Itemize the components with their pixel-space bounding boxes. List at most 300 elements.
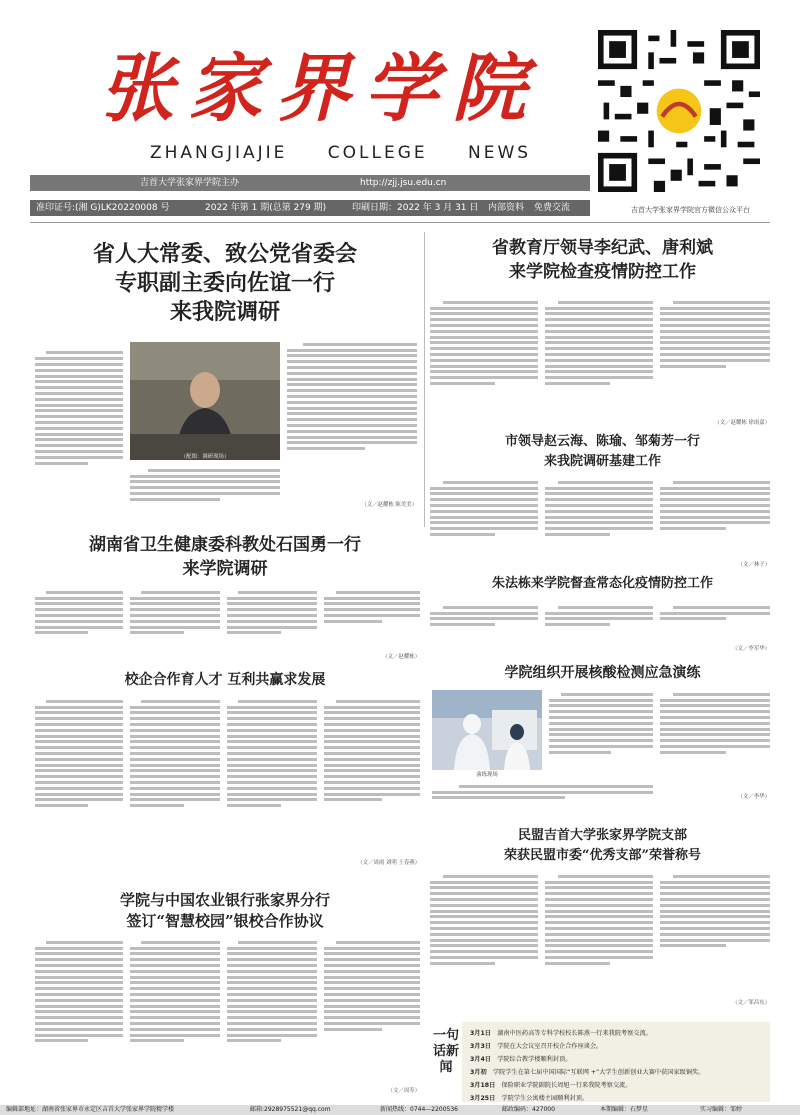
text-line [35, 723, 123, 726]
text-line [35, 706, 123, 709]
text-line [227, 608, 317, 611]
article-5-body-col1 [430, 603, 538, 645]
text-line [35, 392, 123, 395]
text-line [545, 359, 653, 362]
text-line [549, 722, 653, 725]
text-line [430, 382, 495, 385]
text-line [673, 301, 770, 304]
text-line [287, 418, 417, 421]
text-line [545, 382, 610, 385]
text-line [324, 620, 382, 623]
text-line [324, 769, 420, 772]
text-line [35, 427, 123, 430]
text-line [35, 793, 123, 796]
text-line [227, 717, 317, 720]
text-line [227, 752, 317, 755]
text-line [130, 597, 220, 600]
text-line [660, 504, 770, 507]
text-line [35, 958, 123, 961]
text-line [432, 791, 653, 794]
text-line [545, 533, 610, 536]
text-line [545, 504, 653, 507]
text-line [430, 498, 538, 501]
text-line [35, 1005, 123, 1008]
text-line [660, 921, 770, 924]
text-line [227, 793, 317, 796]
text-line [324, 608, 420, 611]
text-line [287, 424, 417, 427]
article-9-headline-line2: 荣获民盟市委“优秀支部”荣誉称号 [504, 848, 701, 863]
article-9-body-col1 [430, 872, 538, 1012]
text-line [324, 793, 420, 796]
text-line [130, 999, 220, 1002]
text-line [660, 898, 770, 901]
footer-email: 邮箱:2928975521@qq.com [250, 1106, 331, 1113]
text-line [660, 716, 770, 719]
article-5-body-col2 [545, 603, 653, 645]
text-line [227, 775, 317, 778]
text-line [545, 904, 653, 907]
article-7-byline: （文／李华） [737, 794, 770, 800]
text-line [35, 620, 123, 623]
text-line [227, 620, 317, 623]
text-line [35, 964, 123, 967]
text-line [287, 383, 417, 386]
text-line [430, 617, 538, 620]
text-line [660, 944, 726, 947]
text-line [130, 626, 220, 629]
news-item-date: 3月18日 [470, 1082, 496, 1089]
text-line [227, 798, 317, 801]
text-line [430, 927, 538, 930]
text-line [130, 620, 220, 623]
text-line [324, 1005, 420, 1008]
text-line [660, 365, 726, 368]
text-line [660, 318, 770, 321]
text-line [35, 614, 123, 617]
text-line [545, 521, 653, 524]
article-5-headline: 朱法栋来学院督查常态化疫情防控工作 [491, 576, 713, 591]
footer-phone: 新闻热线：0744—2200536 [380, 1106, 458, 1113]
text-line [324, 952, 420, 955]
text-line [141, 941, 220, 944]
text-line [148, 469, 280, 472]
text-line [673, 606, 770, 609]
text-line [549, 745, 653, 748]
article-3-headline [430, 432, 775, 472]
article-8-headline [30, 890, 420, 932]
internal-label: 内部资料 [488, 203, 525, 213]
text-line [130, 981, 220, 984]
text-line [549, 751, 611, 754]
text-line [660, 933, 770, 936]
text-line [35, 357, 123, 360]
text-line [227, 614, 317, 617]
text-line [130, 480, 280, 483]
text-line [324, 614, 420, 617]
text-line [130, 1016, 220, 1019]
text-line [545, 962, 610, 965]
text-line [35, 438, 123, 441]
text-line [545, 892, 653, 895]
text-line [545, 886, 653, 889]
text-line [287, 395, 417, 398]
text-line [35, 626, 123, 629]
text-line [130, 608, 220, 611]
text-line [660, 612, 770, 615]
news-item-date: 3月初 [470, 1069, 487, 1076]
text-line [545, 612, 653, 615]
article-1-photo-caption: （配图：调研现场） [180, 454, 230, 460]
text-line [660, 516, 770, 519]
text-line [324, 758, 420, 761]
article-6-byline: （文／周雨 刘明 王春燕） [357, 860, 420, 866]
text-line [35, 1028, 123, 1031]
text-line [324, 729, 420, 732]
text-line [660, 739, 770, 742]
text-line [430, 956, 538, 959]
text-line [324, 798, 382, 801]
text-line [227, 711, 317, 714]
text-line [430, 347, 538, 350]
article-2-body-col3 [660, 298, 770, 408]
article-2-headline-line2: 来学院检查疫情防控工作 [509, 262, 696, 282]
text-line [545, 921, 653, 924]
text-line [35, 970, 123, 973]
news-item [470, 1041, 602, 1050]
text-line [430, 504, 538, 507]
text-line [430, 933, 538, 936]
text-line [227, 723, 317, 726]
article-3-byline: （文／林子） [737, 562, 770, 568]
text-line [227, 740, 317, 743]
text-line [545, 341, 653, 344]
column-divider [424, 232, 425, 527]
text-line [227, 987, 317, 990]
text-line [430, 359, 538, 362]
text-line [35, 981, 123, 984]
article-4-body-col3 [227, 588, 317, 663]
article-8-byline: （文／周寿） [387, 1088, 420, 1094]
text-line [660, 487, 770, 490]
text-line [227, 1005, 317, 1008]
news-item [470, 1067, 704, 1076]
text-line [35, 597, 123, 600]
text-line [35, 752, 123, 755]
text-line [227, 729, 317, 732]
text-line [443, 481, 538, 484]
article-6-headline: 校企合作育人才 互利共赢求发展 [124, 672, 326, 688]
text-line [227, 631, 281, 634]
text-line [35, 1016, 123, 1019]
text-line [130, 723, 220, 726]
text-line [130, 781, 220, 784]
text-line [336, 591, 420, 594]
text-line [35, 386, 123, 389]
text-line [545, 927, 653, 930]
text-line [130, 758, 220, 761]
text-line [549, 739, 653, 742]
article-7-photo [432, 690, 542, 770]
article-5-body-col3 [660, 603, 770, 637]
news-item [470, 1054, 571, 1063]
footer-editor: 本期编辑：石梦星 [600, 1106, 649, 1113]
text-line [35, 740, 123, 743]
text-line [35, 450, 123, 453]
text-line [130, 769, 220, 772]
text-line [558, 481, 653, 484]
text-line [324, 717, 420, 720]
text-line [430, 533, 495, 536]
article-4-byline: （文／赵耀栋） [382, 654, 420, 660]
text-line [549, 716, 653, 719]
news-item [470, 1080, 631, 1089]
text-line [558, 606, 653, 609]
article-1-headline [30, 240, 420, 327]
text-line [303, 343, 417, 346]
free-label: 免费交流 [534, 203, 571, 213]
text-line [130, 947, 220, 950]
text-line [35, 380, 123, 383]
text-line [545, 336, 653, 339]
article-8-body-col4 [324, 938, 420, 1078]
article-1-body-col3 [287, 340, 417, 510]
masthead-title: 张家界学院 [100, 46, 540, 132]
footer-address: 编辑部地址：湖南省张家界市永定区吉首大学张家界学院精学楼 [6, 1106, 175, 1113]
text-line [141, 700, 220, 703]
text-line [660, 492, 770, 495]
text-line [35, 952, 123, 955]
article-3-body-col2 [545, 478, 653, 568]
news-brief-label-text: 一句话新闻 [432, 1028, 459, 1075]
text-line [660, 330, 770, 333]
text-line [545, 944, 653, 947]
text-line [130, 735, 220, 738]
text-line [430, 962, 495, 965]
text-line [660, 521, 770, 524]
article-3-headline-line1: 市领导赵云海、陈瑜、邹菊芳一行 [504, 434, 700, 449]
text-line [545, 324, 653, 327]
text-line [324, 1010, 420, 1013]
text-line [660, 617, 726, 620]
text-line [227, 947, 317, 950]
article-1-body-col2 [130, 466, 280, 518]
text-line [430, 521, 538, 524]
text-line [227, 1022, 317, 1025]
article-2-byline: （文／赵耀栋 徐雨嘉） [714, 420, 770, 426]
text-line [287, 401, 417, 404]
text-line [430, 492, 538, 495]
article-5-byline: （文／李军华） [732, 646, 770, 652]
article-7-photo-caption: 演练现场 [476, 772, 498, 778]
text-line [336, 941, 420, 944]
text-line [35, 717, 123, 720]
text-line [430, 910, 538, 913]
text-line [324, 740, 420, 743]
text-line [141, 591, 220, 594]
text-line [660, 710, 770, 713]
article-8-headline-line1: 学院与中国农业银行张家界分行 [119, 891, 330, 909]
article-8-headline-line2: 签订“智慧校园”银校合作协议 [126, 912, 324, 930]
text-line [660, 910, 770, 913]
text-line [324, 993, 420, 996]
text-line [660, 336, 770, 339]
text-line [660, 341, 770, 344]
sponsor-bar [30, 175, 590, 191]
text-line [287, 447, 365, 450]
article-4-body-col2 [130, 588, 220, 663]
text-line [545, 933, 653, 936]
text-line [227, 1016, 317, 1019]
article-6-body-col4 [324, 697, 420, 852]
text-line [130, 746, 220, 749]
text-line [35, 608, 123, 611]
text-line [35, 735, 123, 738]
text-line [35, 987, 123, 990]
article-4-body-col4 [324, 588, 420, 648]
text-line [660, 353, 770, 356]
text-line [35, 781, 123, 784]
text-line [227, 970, 317, 973]
text-line [660, 904, 770, 907]
text-line [130, 1005, 220, 1008]
text-line [545, 516, 653, 519]
text-line [35, 1034, 123, 1037]
text-line [430, 904, 538, 907]
article-4-headline-line2: 来学院调研 [182, 559, 268, 579]
text-line [35, 602, 123, 605]
text-line [130, 804, 184, 807]
article-4-body-col1 [35, 588, 123, 663]
text-line [35, 764, 123, 767]
text-line [443, 875, 538, 878]
text-line [545, 353, 653, 356]
text-line [545, 347, 653, 350]
text-line [227, 804, 281, 807]
text-line [545, 307, 653, 310]
text-line [35, 631, 88, 634]
text-line [35, 444, 123, 447]
text-line [324, 723, 420, 726]
text-line [227, 781, 317, 784]
article-1-headline-line1: 省人大常委、致公党省委会 [92, 241, 357, 267]
text-line [35, 462, 88, 465]
text-line [130, 498, 220, 501]
text-line [35, 976, 123, 979]
text-line [35, 775, 123, 778]
text-line [430, 307, 538, 310]
text-line [227, 976, 317, 979]
text-line [673, 481, 770, 484]
text-line [430, 365, 538, 368]
text-line [324, 964, 420, 967]
news-item-text: 学院学生公寓楼主园顺利封顶。 [501, 1095, 589, 1102]
text-line [130, 798, 220, 801]
text-line [324, 958, 420, 961]
article-2-headline [430, 236, 775, 284]
article-4-headline-line1: 湖南省卫生健康委科教处石国勇一行 [89, 535, 361, 555]
text-line [130, 970, 220, 973]
text-line [545, 910, 653, 913]
masthead-english-title: ZHANGJIAJIE COLLEGE NEWS [150, 143, 532, 163]
text-line [227, 1028, 317, 1031]
sponsor-text: 吉首大学张家界学院主办 [140, 178, 240, 188]
text-line [130, 631, 184, 634]
news-item-text: 保险职业学院副院长周旭一行来我院考察交流。 [501, 1082, 632, 1089]
text-line [130, 729, 220, 732]
text-line [432, 796, 565, 799]
text-line [35, 746, 123, 749]
text-line [430, 336, 538, 339]
text-line [130, 993, 220, 996]
text-line [35, 711, 123, 714]
text-line [660, 915, 770, 918]
article-9-body-col2 [545, 872, 653, 1012]
text-line [35, 769, 123, 772]
text-line [35, 729, 123, 732]
text-line [287, 360, 417, 363]
text-line [35, 398, 123, 401]
text-line [46, 941, 123, 944]
article-1-headline-line3: 来我院调研 [169, 299, 280, 325]
wechat-qr-code[interactable] [598, 30, 760, 192]
news-item-text: 湖南中医药高等专科学校校长陈燕一行来我院考察交流。 [497, 1030, 652, 1037]
text-line [324, 775, 420, 778]
text-line [549, 733, 653, 736]
website-url[interactable]: http://zjj.jsu.edu.cn [360, 178, 447, 188]
text-line [549, 728, 653, 731]
text-line [545, 492, 653, 495]
text-line [545, 318, 653, 321]
text-line [545, 527, 653, 530]
news-item-text: 学院学生在第七届中国国际“互联网 +”大学生创新创业大赛中获国家级铜奖。 [492, 1069, 705, 1076]
text-line [545, 950, 653, 953]
text-line [227, 964, 317, 967]
news-item-date: 3月1日 [470, 1030, 491, 1037]
text-line [545, 617, 653, 620]
text-line [660, 347, 770, 350]
text-line [227, 981, 317, 984]
article-9-headline [430, 826, 775, 866]
text-line [430, 892, 538, 895]
footer-bar [0, 1105, 800, 1115]
article-7-headline: 学院组织开展核酸检测应急演练 [504, 665, 701, 681]
footer-postcode: 邮政编码：427000 [502, 1106, 555, 1113]
text-line [660, 699, 770, 702]
issue-number: 2022 年第 1 期(总第 279 期) [205, 203, 327, 213]
text-line [660, 728, 770, 731]
text-line [545, 915, 653, 918]
text-line [287, 430, 417, 433]
text-line [35, 421, 123, 424]
text-line [35, 999, 123, 1002]
text-line [130, 1039, 184, 1042]
article-6-body-col2 [130, 697, 220, 862]
text-line [287, 378, 417, 381]
text-line [130, 952, 220, 955]
text-line [324, 711, 420, 714]
article-8-body-col3 [227, 938, 317, 1093]
text-line [443, 301, 538, 304]
text-line [459, 785, 653, 788]
text-line [35, 1010, 123, 1013]
text-line [130, 764, 220, 767]
text-line [430, 370, 538, 373]
text-line [430, 353, 538, 356]
text-line [336, 700, 420, 703]
text-line [287, 441, 417, 444]
text-line [660, 881, 770, 884]
